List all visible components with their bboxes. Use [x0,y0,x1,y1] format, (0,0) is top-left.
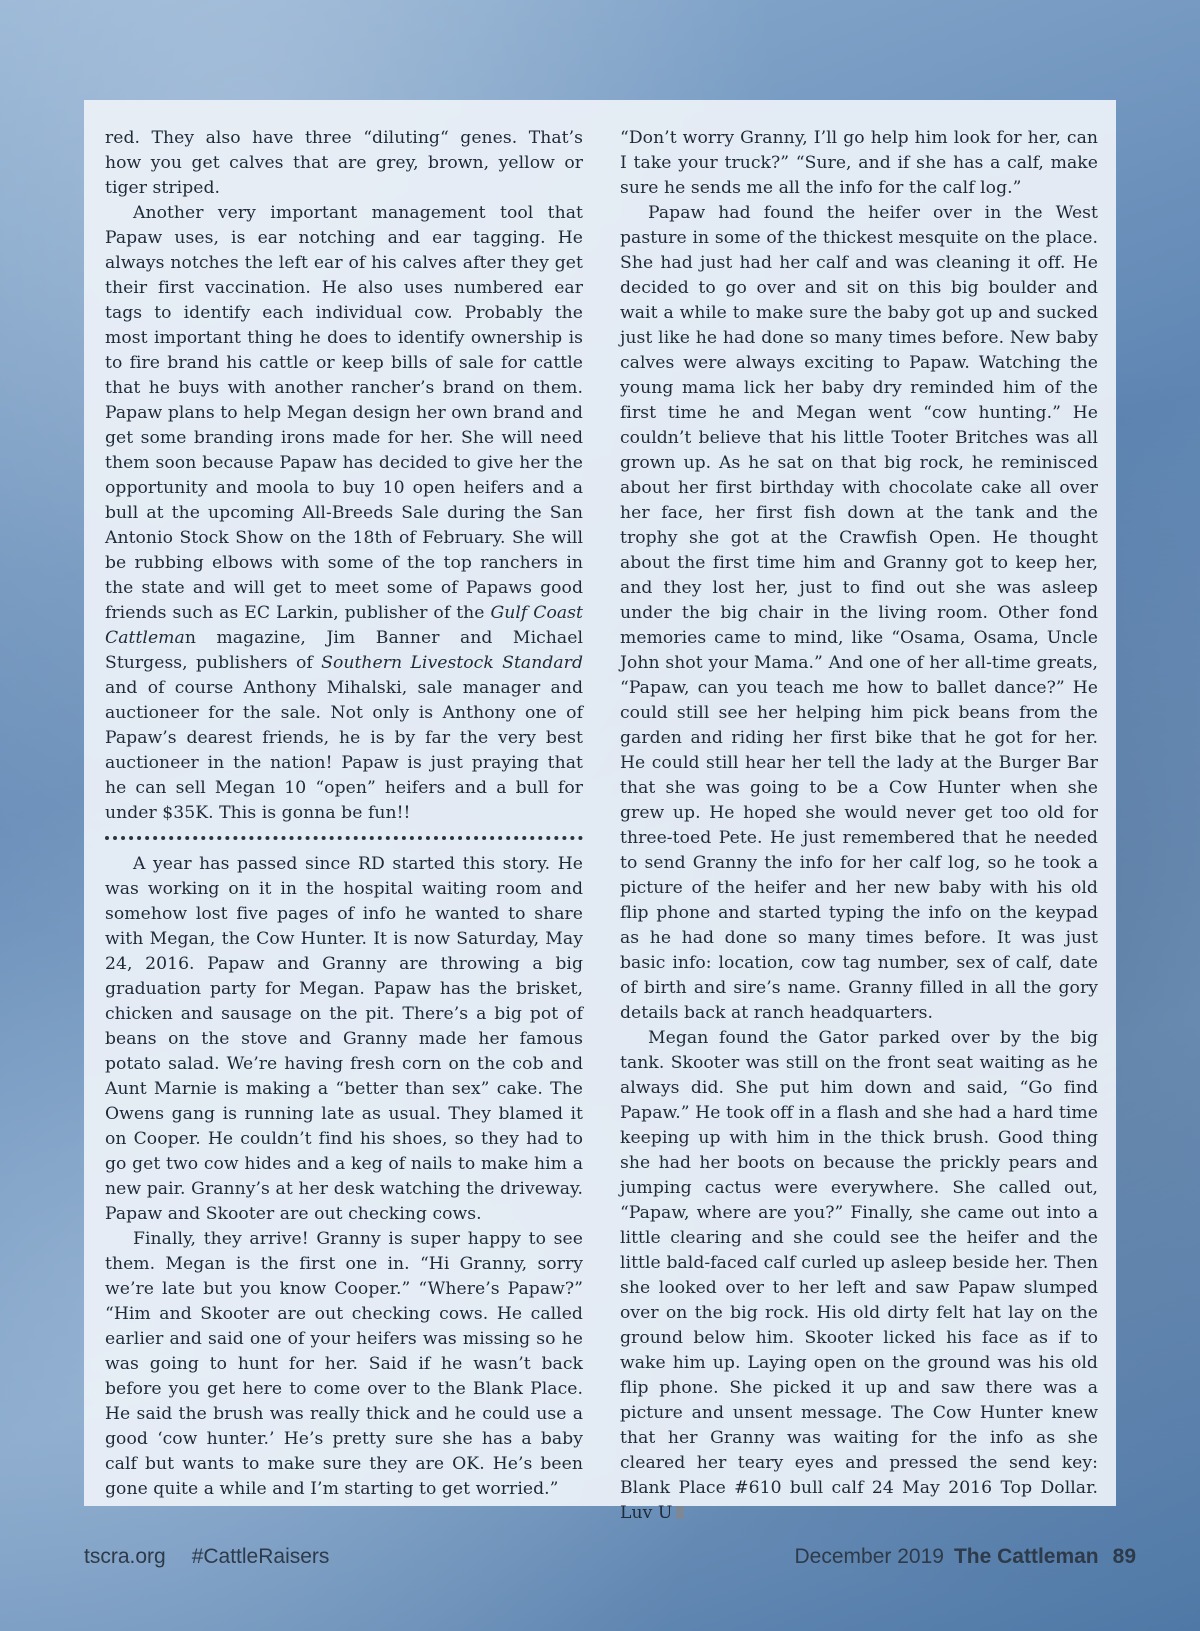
left-column [105,126,583,1502]
paragraph: Finally, they arrive! Granny is super happy to see them. Megan is the first one in. “Hi Granny, sorry we’re late but you know Cooper.” “Where’s Papaw?” “Him and Skooter are out checking cows. He called earlier and said one of your heifers was missing so he was going to hunt for her. Said if he wasn’t back before you get here to come over to the Blank Place. He said the brush was really thick and he could use a good ‘cow hunter.’ He’s pretty sure she has a baby calf but wants to make sure they are OK. He’s been gone quite a while and I’m starting to get worried.” [105,1229,583,1499]
paragraph: red. They also have three “diluting“ genes. That’s how you get calves that are grey, brown, yellow or tiger striped. [105,128,583,198]
paragraph: “Don’t worry Granny, I’ll go help him look for her, can I take your truck?” “Sure, and if she has a calf, make sure he sends me all the info for the calf log.” [620,128,1098,198]
text-run: n magazine, Jim Banner and Michael Sturgess, publishers of [105,628,583,673]
italic-title: Southern Livestock Standard [321,653,584,673]
footer-left [84,1545,355,1569]
article-panel [84,100,1116,1523]
right-column [620,126,1098,1526]
dotted-divider [105,836,583,840]
paragraph [105,201,583,826]
text-run: Megan found the Gator parked over by the big tank. Skooter was still on the front seat waiting as he always did. She put him down and said, “Go find Papaw.” He took off in a flash and she had a hard time keeping up with him in the thick brush. Good thing she had her boots on because the prickly pears and jumping cactus were everywhere. She called out, “Papaw, where are you?” Finally, she came out into a little clearing and she could see the heifer and the little bald-faced calf curled up asleep beside her. Then she looked over to her left and saw Papaw slumped over on the big rock. His old dirty felt hat lay on the ground below him. Skooter licked his face as if to wake him up. Laying open on the ground was his old flip phone. She picked it up and saw there was a picture and unsent message. The Cow Hunter knew that her Granny was waiting for the info as she cleared her teary eyes and pressed the send key: Blank Place #610 bull calf 24 May 2016 Top Dollar. Luv U [620,1028,1098,1523]
paragraph: A year has passed since RD started this story. He was working on it in the hospital waiting room and somehow lost five pages of info he wanted to share with Megan, the Cow Hunter. It is now Saturday, May 24, 2016. Papaw and Granny are throwing a big graduation party for Megan. Papaw has the brisket, chicken and sausage on the pit. There’s a big pot of beans on the stove and Granny made her famous potato salad. We’re having fresh corn on the cob and Aunt Marnie is making a “better than sex” cake. The Owens gang is running late as usual. They blamed it on Cooper. He couldn’t find his shoes, so they had to go get two cow hides and a keg of nails to make him a new pair. Granny’s at her desk watching the driveway. Papaw and Skooter are out checking cows. [105,854,583,1224]
issue-date: December 2019 [794,1545,944,1568]
end-mark-icon [676,1506,684,1519]
text-run: Another very important management tool that Papaw uses, is ear notching and ear tagging. He always notches the left ear of his calves after they get their first vaccination. He also uses numbered ear tags to identify each individual cow. Probably the most important thing he does to identify ownership is to fire brand his cattle or keep bills of sale for cattle that he buys with another rancher’s brand on them. Papaw plans to help Megan design her own brand and get some branding irons made for her. She will need them soon because Papaw has decided to give her the opportunity and moola to buy 10 open heifers and a bull at the upcoming All-Breeds Sale during the San Antonio Stock Show on the 18th of February. She will be rubbing elbows with some of the top ranchers in the state and will get to meet some of Papaws good friends such as EC Larkin, publisher of the [105,203,583,623]
site-link[interactable]: tscra.org [84,1545,166,1568]
page-number: 89 [1112,1545,1136,1568]
hashtag: #CattleRaisers [191,1545,330,1568]
text-run: and of course Anthony Mihalski, sale manager and auctioneer for the sale. Not only is Anthony one of Papaw’s dearest friends, he is by far the very best auctioneer in the nation! Papaw is just praying that he can sell Megan 10 “open” heifers and a bull for under $35K. This is gonna be fun!! [105,678,583,823]
paragraph [620,1026,1098,1526]
italic-title: Gulf Coast Cattlema [105,603,583,648]
magazine-name: The Cattleman [953,1545,1099,1568]
footer-right [795,1545,1136,1569]
page-footer [84,1545,1136,1571]
paragraph: Papaw had found the heifer over in the West pasture in some of the thickest mesquite on the place. She had just had her calf and was cleaning it off. He decided to go over and sit on this big boulder and wait a while to make sure the baby got up and sucked just like he had done so many times before. New baby calves were always exciting to Papaw. Watching the young mama lick her baby dry reminded him of the first time he and Megan went “cow hunting.” He couldn’t believe that his little Tooter Britches was all grown up. As he sat on that big rock, he reminisced about her first birthday with chocolate cake all over her face, her first fish down at the tank and the trophy she got at the Crawfish Open. He thought about the first time him and Granny got to keep her, and they lost her, just to find out she was asleep under the big chair in the living room. Other fond memories came to mind, like “Osama, Osama, Uncle John shot your Mama.” And one of her all-time greats, “Papaw, can you teach me how to ballet dance?” He could still see her helping him pick beans from the garden and riding her first bike that he got for her. He could still hear her tell the lady at the Burger Bar that she was going to be a Cow Hunter when she grew up. He hoped she would never get too old for three-toed Pete. He just remembered that he needed to send Granny the info for her calf log, so he took a picture of the heifer and her new baby with his old flip phone and started typing the info on the keypad as he had done so many times before. It was just basic info: location, cow tag number, sex of calf, date of birth and sire’s name. Granny filled in all the gory details back at ranch headquarters. [620,203,1098,1023]
